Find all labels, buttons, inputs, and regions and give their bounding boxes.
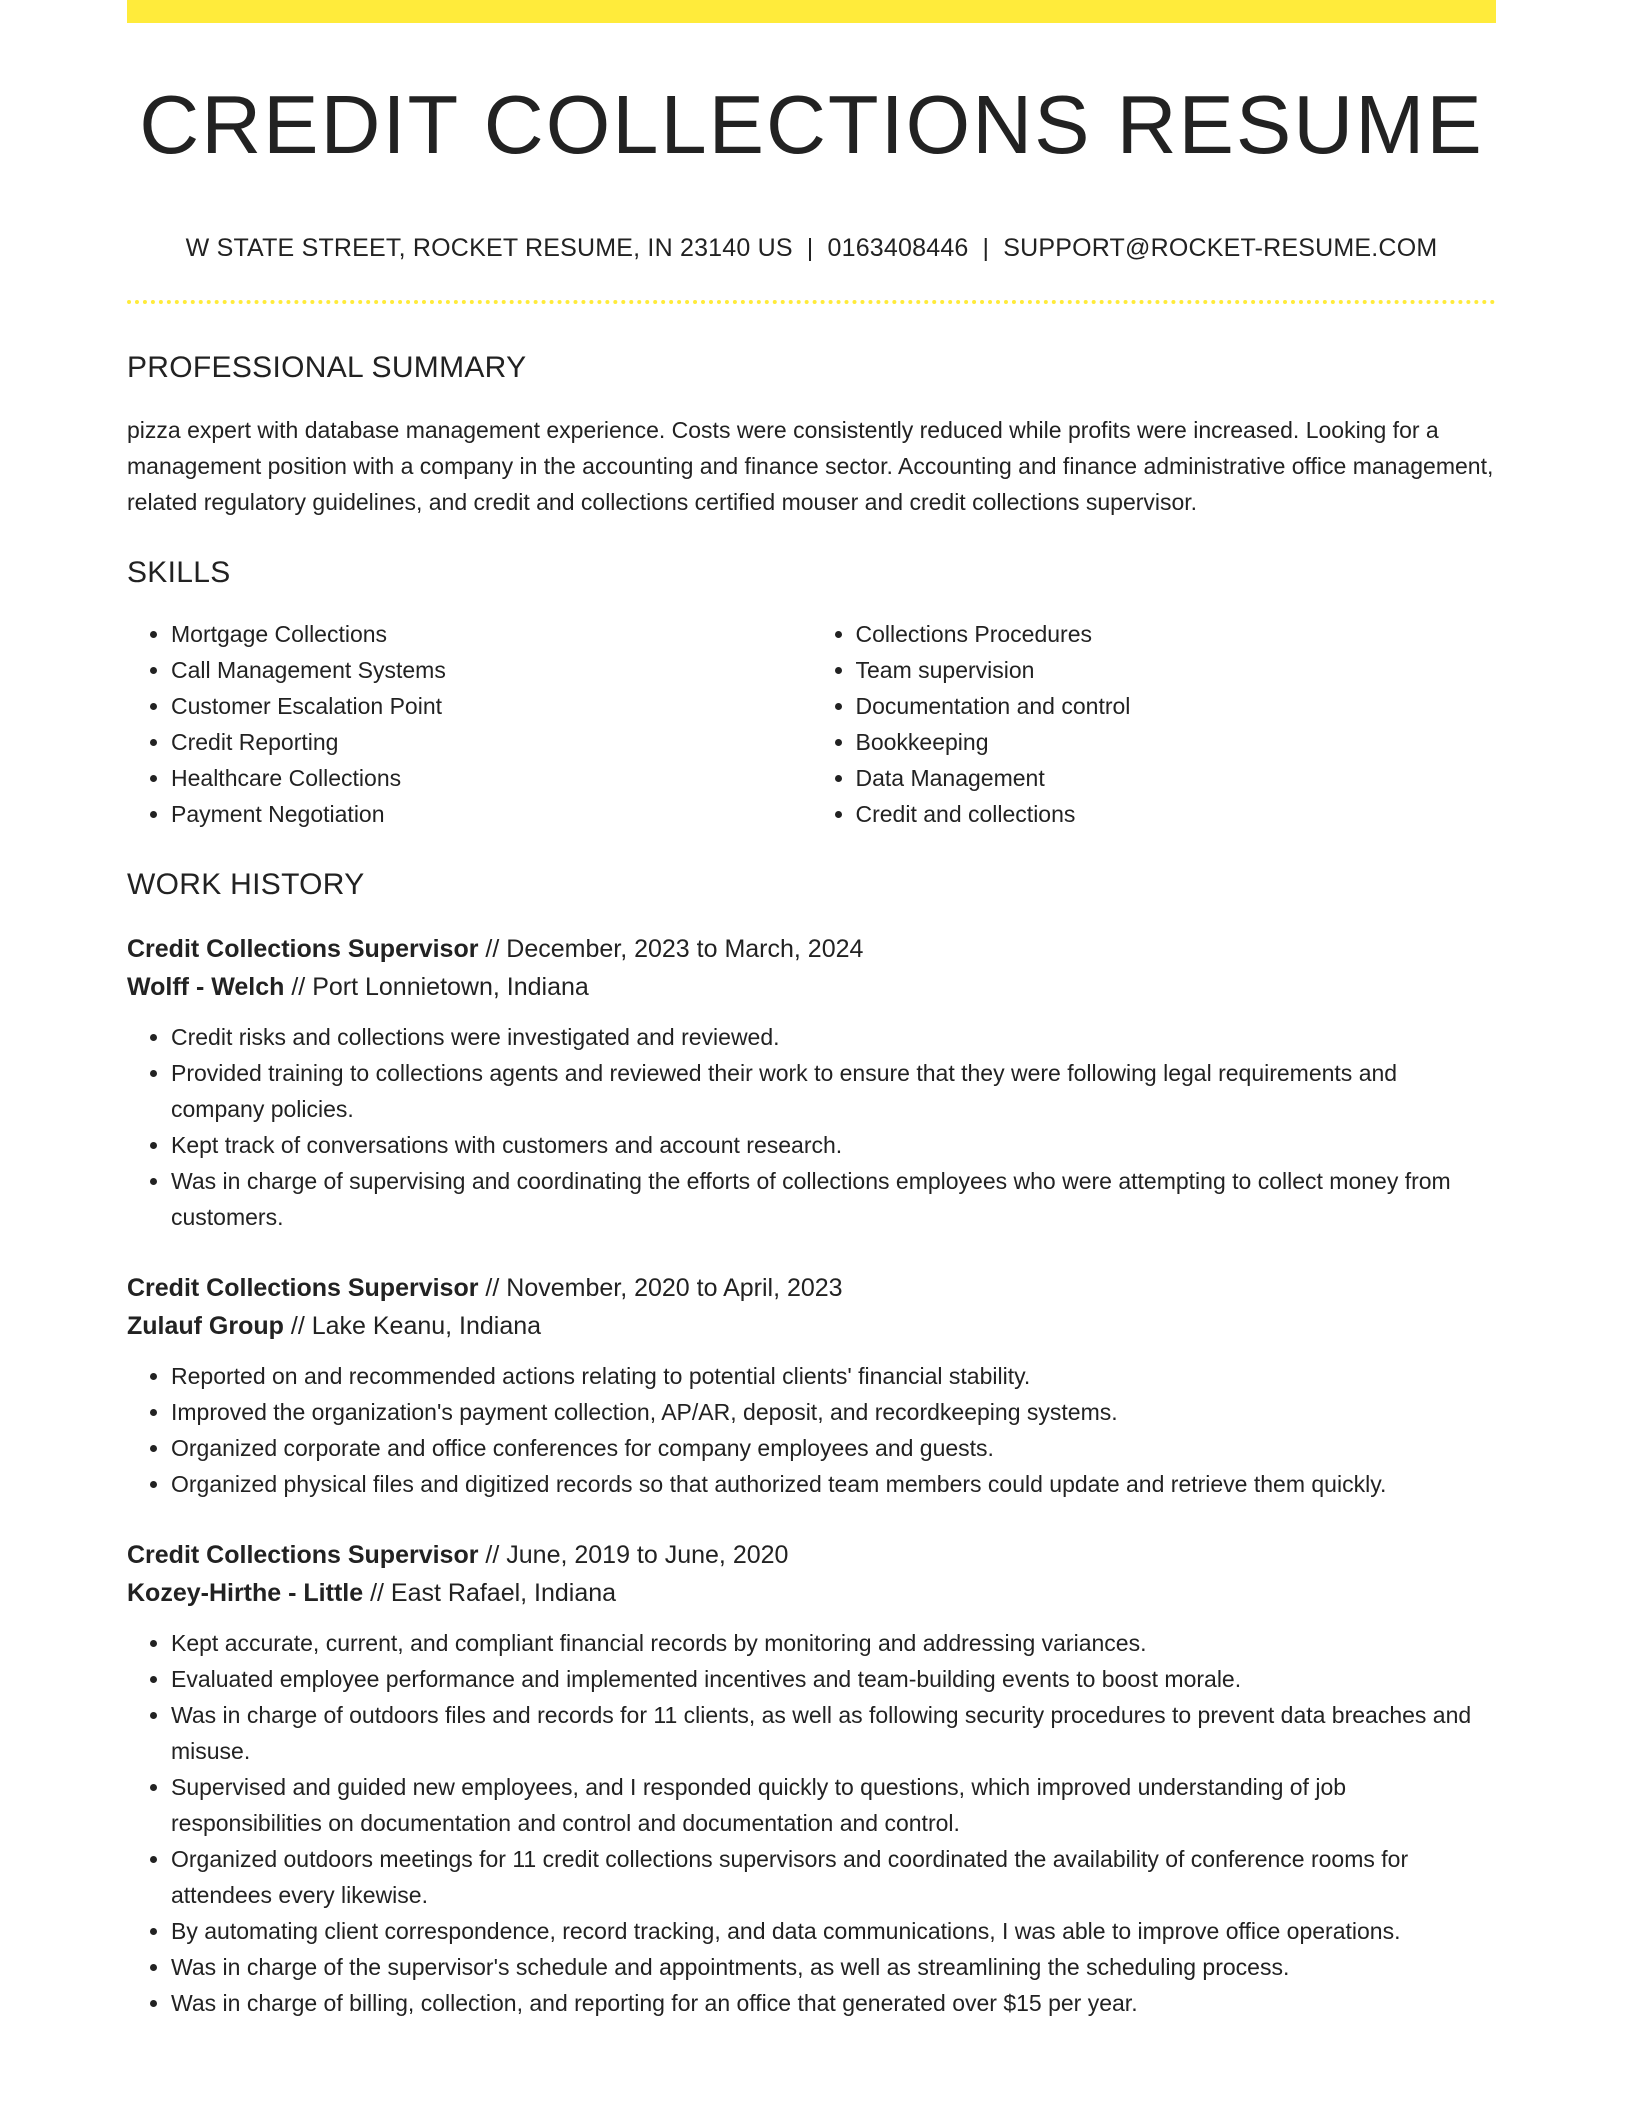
contact-separator: | — [982, 234, 990, 262]
job-bullets — [127, 1358, 1496, 1502]
job-role: Credit Collections Supervisor — [127, 1541, 479, 1569]
skill-item: • Credit Reporting — [171, 724, 812, 760]
job-bullet: • Reported on and recommended actions relating to potential clients' financial stability. — [171, 1358, 1496, 1394]
contact-separator: | — [806, 234, 814, 262]
job-bullet: • Credit risks and collections were investigated and reviewed. — [171, 1019, 1496, 1055]
skill-item: • Team supervision — [856, 652, 1497, 688]
skill-item: • Bookkeeping — [856, 724, 1497, 760]
job-bullet: • Organized outdoors meetings for 11 credit collections supervisors and coordinated the availability of conference rooms for attendees every likewise. — [171, 1841, 1496, 1913]
job-company: Zulauf Group — [127, 1312, 284, 1340]
skill-item: • Collections Procedures — [856, 616, 1497, 652]
contact-phone: 0163408446 — [827, 234, 969, 262]
job-bullets — [127, 1019, 1496, 1235]
skills-list — [127, 616, 1496, 832]
job-bullet: • Kept accurate, current, and compliant financial records by monitoring and addressing variances. — [171, 1625, 1496, 1661]
skills-column-left — [127, 616, 812, 832]
job-bullet: • Was in charge of supervising and coordinating the efforts of collections employees who were attempting to collect money from customers. — [171, 1163, 1496, 1235]
skill-item: • Call Management Systems — [171, 652, 812, 688]
job-bullet: • Was in charge of outdoors files and records for 11 clients, as well as following security procedures to prevent data breaches and misuse. — [171, 1697, 1496, 1769]
header-divider — [127, 300, 1496, 304]
job-role-line — [127, 1269, 1496, 1307]
job-company-line — [127, 1574, 1496, 1612]
skill-item: • Healthcare Collections — [171, 760, 812, 796]
job-company-line — [127, 1307, 1496, 1345]
job-dates: // November, 2020 to April, 2023 — [485, 1274, 843, 1302]
job-entry — [127, 1269, 1496, 1502]
job-location: // East Rafael, Indiana — [370, 1579, 617, 1607]
job-location: // Lake Keanu, Indiana — [290, 1312, 542, 1340]
job-bullet: • Provided training to collections agents and reviewed their work to ensure that they were following legal requirements and company policies. — [171, 1055, 1496, 1127]
job-bullet: • Supervised and guided new employees, and I responded quickly to questions, which improved understanding of job responsibilities on documentation and control and documentation and control. — [171, 1769, 1496, 1841]
job-entry — [127, 930, 1496, 1235]
skill-item: • Credit and collections — [856, 796, 1497, 832]
work-history-heading: WORK HISTORY — [127, 868, 365, 901]
job-location: // Port Lonnietown, Indiana — [291, 973, 589, 1001]
skill-item: • Customer Escalation Point — [171, 688, 812, 724]
job-bullet: • Improved the organization's payment collection, AP/AR, deposit, and recordkeeping systems. — [171, 1394, 1496, 1430]
job-bullet: • Kept track of conversations with customers and account research. — [171, 1127, 1496, 1163]
skill-item: • Mortgage Collections — [171, 616, 812, 652]
contact-email[interactable]: SUPPORT@ROCKET-RESUME.COM — [1003, 234, 1438, 262]
job-bullet: • Was in charge of billing, collection, and reporting for an office that generated over $15 per year. — [171, 1985, 1496, 2021]
job-role-line — [127, 930, 1496, 968]
job-role-line — [127, 1536, 1496, 1574]
contact-line — [127, 234, 1496, 263]
summary-text: pizza expert with database management experience. Costs were consistently reduced while profits were increased. Looking for a management position with a company in the accounting and finance sector. Accounting and finance administrative office management, related regulatory guidelines, and credit and collections certified mouser and credit collections supervisor. — [127, 417, 1494, 515]
skill-item: • Documentation and control — [856, 688, 1497, 724]
job-bullets — [127, 1625, 1496, 2021]
top-accent-bar — [127, 0, 1496, 23]
skills-column-right — [812, 616, 1497, 832]
resume-title: CREDIT COLLECTIONS RESUME — [139, 78, 1484, 171]
job-bullet: • Evaluated employee performance and implemented incentives and team-building events to boost morale. — [171, 1661, 1496, 1697]
resume-page — [127, 0, 1496, 2021]
contact-address: W STATE STREET, ROCKET RESUME, IN 23140 US — [185, 234, 793, 262]
job-entry — [127, 1536, 1496, 2021]
job-bullet: • Organized physical files and digitized records so that authorized team members could update and retrieve them quickly. — [171, 1466, 1496, 1502]
job-role: Credit Collections Supervisor — [127, 1274, 479, 1302]
skill-item: • Data Management — [856, 760, 1497, 796]
job-company: Kozey-Hirthe - Little — [127, 1579, 364, 1607]
job-dates: // June, 2019 to June, 2020 — [485, 1541, 789, 1569]
job-company-line — [127, 968, 1496, 1006]
job-dates: // December, 2023 to March, 2024 — [485, 935, 864, 963]
job-bullet: • Was in charge of the supervisor's schedule and appointments, as well as streamlining the scheduling process. — [171, 1949, 1496, 1985]
skill-item: • Payment Negotiation — [171, 796, 812, 832]
job-company: Wolff - Welch — [127, 973, 285, 1001]
skills-heading: SKILLS — [127, 556, 231, 589]
job-role: Credit Collections Supervisor — [127, 935, 479, 963]
summary-heading: PROFESSIONAL SUMMARY — [127, 351, 527, 384]
job-bullet: • By automating client correspondence, record tracking, and data communications, I was able to improve office operations. — [171, 1913, 1496, 1949]
job-bullet: • Organized corporate and office conferences for company employees and guests. — [171, 1430, 1496, 1466]
